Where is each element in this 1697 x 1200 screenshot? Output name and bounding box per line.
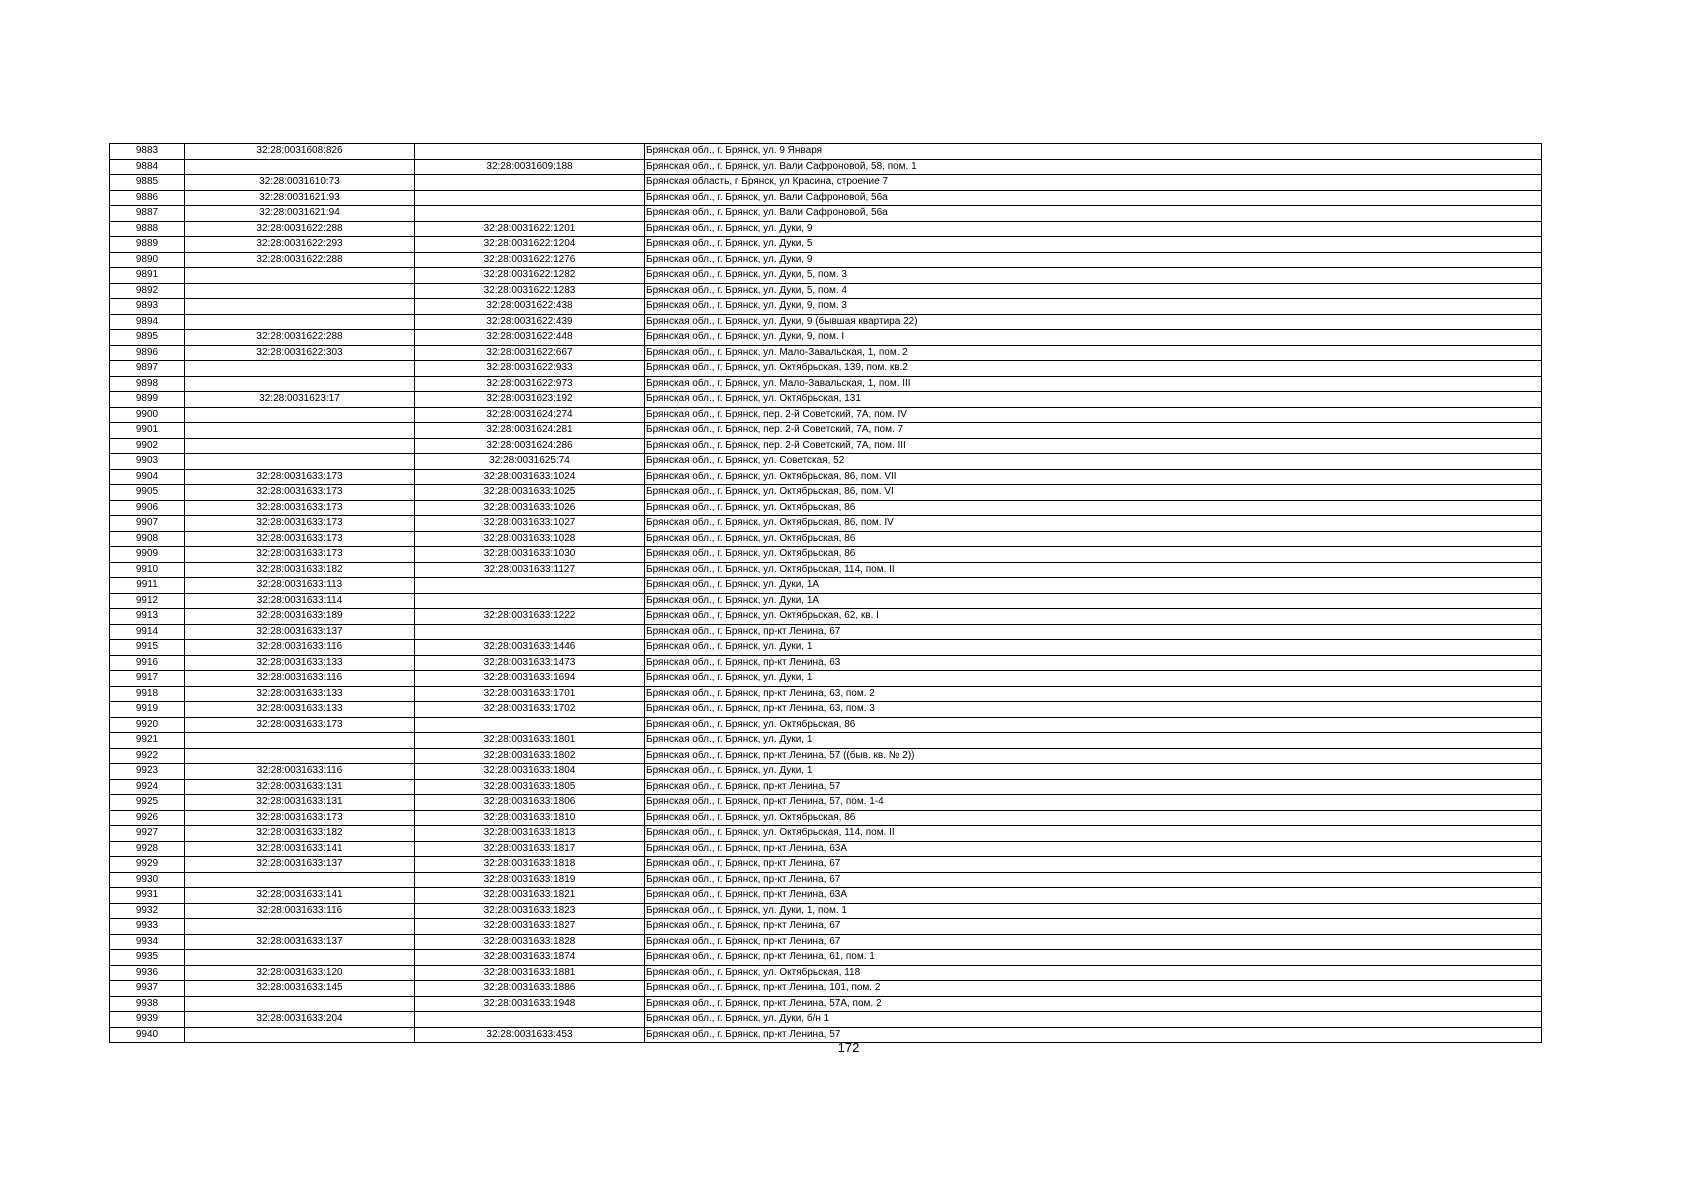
object-cadastral-number-cell: 32:28:0031633:1881 bbox=[415, 965, 645, 981]
table-row bbox=[110, 562, 1542, 578]
table-row bbox=[110, 547, 1542, 563]
row-number-cell: 9925 bbox=[110, 795, 185, 811]
row-number-cell: 9932 bbox=[110, 903, 185, 919]
land-cadastral-number-cell: 32:28:0031633:116 bbox=[185, 671, 415, 687]
address-cell: Брянская обл., г. Брянск, ул. Октябрьская, 86, пом. VI bbox=[645, 485, 1542, 501]
land-cadastral-number-cell bbox=[185, 423, 415, 439]
table-row bbox=[110, 857, 1542, 873]
object-cadastral-number-cell bbox=[415, 144, 645, 160]
object-cadastral-number-cell: 32:28:0031623:192 bbox=[415, 392, 645, 408]
address-cell: Брянская обл., г. Брянск, пер. 2-й Советский, 7А, пом. IV bbox=[645, 407, 1542, 423]
land-cadastral-number-cell: 32:28:0031633:173 bbox=[185, 485, 415, 501]
row-number-cell: 9919 bbox=[110, 702, 185, 718]
address-cell: Брянская обл., г. Брянск, ул. Октябрьская, 86 bbox=[645, 531, 1542, 547]
land-cadastral-number-cell: 32:28:0031633:182 bbox=[185, 826, 415, 842]
address-cell: Брянская обл., г. Брянск, пр-кт Ленина, 67 bbox=[645, 857, 1542, 873]
table-row bbox=[110, 314, 1542, 330]
land-cadastral-number-cell bbox=[185, 268, 415, 284]
row-number-cell: 9909 bbox=[110, 547, 185, 563]
row-number-cell: 9938 bbox=[110, 996, 185, 1012]
table-row bbox=[110, 965, 1542, 981]
table-row bbox=[110, 888, 1542, 904]
object-cadastral-number-cell: 32:28:0031622:448 bbox=[415, 330, 645, 346]
land-cadastral-number-cell: 32:28:0031633:137 bbox=[185, 857, 415, 873]
land-cadastral-number-cell: 32:28:0031621:93 bbox=[185, 190, 415, 206]
address-cell: Брянская обл., г. Брянск, ул. Дуки, 1 bbox=[645, 640, 1542, 656]
row-number-cell: 9912 bbox=[110, 593, 185, 609]
address-cell: Брянская обл., г. Брянск, пр-кт Ленина, 57А, пом. 2 bbox=[645, 996, 1542, 1012]
row-number-cell: 9892 bbox=[110, 283, 185, 299]
land-cadastral-number-cell bbox=[185, 748, 415, 764]
row-number-cell: 9905 bbox=[110, 485, 185, 501]
table-row bbox=[110, 578, 1542, 594]
object-cadastral-number-cell: 32:28:0031633:1886 bbox=[415, 981, 645, 997]
object-cadastral-number-cell: 32:28:0031609:188 bbox=[415, 159, 645, 175]
row-number-cell: 9885 bbox=[110, 175, 185, 191]
row-number-cell: 9902 bbox=[110, 438, 185, 454]
object-cadastral-number-cell: 32:28:0031633:1810 bbox=[415, 810, 645, 826]
table-row bbox=[110, 996, 1542, 1012]
table-row bbox=[110, 702, 1542, 718]
table-row bbox=[110, 175, 1542, 191]
address-cell: Брянская обл., г. Брянск, ул. Октябрьская, 86 bbox=[645, 547, 1542, 563]
object-cadastral-number-cell bbox=[415, 175, 645, 191]
row-number-cell: 9920 bbox=[110, 717, 185, 733]
object-cadastral-number-cell: 32:28:0031622:439 bbox=[415, 314, 645, 330]
address-cell: Брянская обл., г. Брянск, пр-кт Ленина, 63А bbox=[645, 888, 1542, 904]
table-row bbox=[110, 686, 1542, 702]
land-cadastral-number-cell: 32:28:0031633:116 bbox=[185, 903, 415, 919]
table-row bbox=[110, 500, 1542, 516]
row-number-cell: 9936 bbox=[110, 965, 185, 981]
registry-table-body bbox=[110, 144, 1542, 1043]
object-cadastral-number-cell: 32:28:0031633:1805 bbox=[415, 779, 645, 795]
address-cell: Брянская обл., г. Брянск, пр-кт Ленина, 63А bbox=[645, 841, 1542, 857]
address-cell: Брянская обл., г. Брянск, ул. Дуки, 1, пом. 1 bbox=[645, 903, 1542, 919]
row-number-cell: 9939 bbox=[110, 1012, 185, 1028]
row-number-cell: 9883 bbox=[110, 144, 185, 160]
row-number-cell: 9888 bbox=[110, 221, 185, 237]
address-cell: Брянская обл., г. Брянск, ул. Дуки, 5 bbox=[645, 237, 1542, 253]
row-number-cell: 9896 bbox=[110, 345, 185, 361]
row-number-cell: 9903 bbox=[110, 454, 185, 470]
land-cadastral-number-cell: 32:28:0031633:120 bbox=[185, 965, 415, 981]
table-row bbox=[110, 469, 1542, 485]
address-cell: Брянская обл., г. Брянск, ул. Октябрьская, 86, пом. IV bbox=[645, 516, 1542, 532]
object-cadastral-number-cell: 32:28:0031633:1446 bbox=[415, 640, 645, 656]
address-cell: Брянская обл., г. Брянск, ул. Дуки, 1А bbox=[645, 578, 1542, 594]
land-cadastral-number-cell bbox=[185, 361, 415, 377]
table-row bbox=[110, 361, 1542, 377]
object-cadastral-number-cell: 32:28:0031633:1828 bbox=[415, 934, 645, 950]
address-cell: Брянская обл., г. Брянск, пр-кт Ленина, 63, пом. 2 bbox=[645, 686, 1542, 702]
address-cell: Брянская обл., г. Брянск, ул. Мало-Завальская, 1, пом. III bbox=[645, 376, 1542, 392]
table-row bbox=[110, 826, 1542, 842]
row-number-cell: 9937 bbox=[110, 981, 185, 997]
object-cadastral-number-cell: 32:28:0031622:1283 bbox=[415, 283, 645, 299]
land-cadastral-number-cell: 32:28:0031633:173 bbox=[185, 810, 415, 826]
table-row bbox=[110, 454, 1542, 470]
object-cadastral-number-cell: 32:28:0031633:1818 bbox=[415, 857, 645, 873]
object-cadastral-number-cell bbox=[415, 717, 645, 733]
land-cadastral-number-cell: 32:28:0031633:133 bbox=[185, 686, 415, 702]
object-cadastral-number-cell: 32:28:0031633:1817 bbox=[415, 841, 645, 857]
object-cadastral-number-cell: 32:28:0031633:1024 bbox=[415, 469, 645, 485]
object-cadastral-number-cell: 32:28:0031633:1702 bbox=[415, 702, 645, 718]
land-cadastral-number-cell: 32:28:0031622:288 bbox=[185, 221, 415, 237]
land-cadastral-number-cell: 32:28:0031633:173 bbox=[185, 500, 415, 516]
address-cell: Брянская обл., г. Брянск, ул. Дуки, 9, пом. 3 bbox=[645, 299, 1542, 315]
table-row bbox=[110, 345, 1542, 361]
address-cell: Брянская обл., г. Брянск, ул. Октябрьская, 118 bbox=[645, 965, 1542, 981]
row-number-cell: 9906 bbox=[110, 500, 185, 516]
row-number-cell: 9922 bbox=[110, 748, 185, 764]
table-row bbox=[110, 237, 1542, 253]
object-cadastral-number-cell: 32:28:0031633:1806 bbox=[415, 795, 645, 811]
land-cadastral-number-cell: 32:28:0031633:114 bbox=[185, 593, 415, 609]
row-number-cell: 9897 bbox=[110, 361, 185, 377]
table-row bbox=[110, 640, 1542, 656]
land-cadastral-number-cell bbox=[185, 950, 415, 966]
table-row bbox=[110, 748, 1542, 764]
table-row bbox=[110, 810, 1542, 826]
object-cadastral-number-cell: 32:28:0031622:1204 bbox=[415, 237, 645, 253]
table-row bbox=[110, 919, 1542, 935]
land-cadastral-number-cell bbox=[185, 872, 415, 888]
land-cadastral-number-cell: 32:28:0031623:17 bbox=[185, 392, 415, 408]
land-cadastral-number-cell: 32:28:0031633:204 bbox=[185, 1012, 415, 1028]
row-number-cell: 9884 bbox=[110, 159, 185, 175]
land-cadastral-number-cell bbox=[185, 733, 415, 749]
land-cadastral-number-cell: 32:28:0031633:133 bbox=[185, 655, 415, 671]
address-cell: Брянская обл., г. Брянск, пр-кт Ленина, 57 bbox=[645, 779, 1542, 795]
address-cell: Брянская обл., г. Брянск, пр-кт Ленина, 61, пом. 1 bbox=[645, 950, 1542, 966]
land-cadastral-number-cell bbox=[185, 919, 415, 935]
address-cell: Брянская обл., г. Брянск, ул. Октябрьская, 86 bbox=[645, 810, 1542, 826]
address-cell: Брянская обл., г. Брянск, пр-кт Ленина, 57 ((быв. кв. № 2)) bbox=[645, 748, 1542, 764]
row-number-cell: 9931 bbox=[110, 888, 185, 904]
row-number-cell: 9904 bbox=[110, 469, 185, 485]
object-cadastral-number-cell: 32:28:0031633:1813 bbox=[415, 826, 645, 842]
object-cadastral-number-cell: 32:28:0031624:281 bbox=[415, 423, 645, 439]
table-row bbox=[110, 206, 1542, 222]
row-number-cell: 9940 bbox=[110, 1027, 185, 1043]
row-number-cell: 9889 bbox=[110, 237, 185, 253]
table-row bbox=[110, 609, 1542, 625]
table-row bbox=[110, 423, 1542, 439]
object-cadastral-number-cell bbox=[415, 206, 645, 222]
land-cadastral-number-cell: 32:28:0031633:173 bbox=[185, 516, 415, 532]
land-cadastral-number-cell: 32:28:0031633:137 bbox=[185, 624, 415, 640]
object-cadastral-number-cell: 32:28:0031633:1127 bbox=[415, 562, 645, 578]
object-cadastral-number-cell: 32:28:0031633:1025 bbox=[415, 485, 645, 501]
table-row bbox=[110, 531, 1542, 547]
address-cell: Брянская обл., г. Брянск, ул. Дуки, 5, пом. 4 bbox=[645, 283, 1542, 299]
land-cadastral-number-cell: 32:28:0031633:133 bbox=[185, 702, 415, 718]
land-cadastral-number-cell: 32:28:0031633:189 bbox=[185, 609, 415, 625]
object-cadastral-number-cell: 32:28:0031622:438 bbox=[415, 299, 645, 315]
row-number-cell: 9907 bbox=[110, 516, 185, 532]
land-cadastral-number-cell: 32:28:0031633:116 bbox=[185, 764, 415, 780]
table-row bbox=[110, 190, 1542, 206]
table-row bbox=[110, 733, 1542, 749]
object-cadastral-number-cell bbox=[415, 624, 645, 640]
table-row bbox=[110, 903, 1542, 919]
land-cadastral-number-cell bbox=[185, 376, 415, 392]
object-cadastral-number-cell: 32:28:0031622:1201 bbox=[415, 221, 645, 237]
table-row bbox=[110, 299, 1542, 315]
table-row bbox=[110, 438, 1542, 454]
land-cadastral-number-cell: 32:28:0031633:173 bbox=[185, 717, 415, 733]
row-number-cell: 9910 bbox=[110, 562, 185, 578]
land-cadastral-number-cell: 32:28:0031633:131 bbox=[185, 795, 415, 811]
object-cadastral-number-cell bbox=[415, 190, 645, 206]
address-cell: Брянская обл., г. Брянск, ул. Советская, 52 bbox=[645, 454, 1542, 470]
address-cell: Брянская обл., г. Брянск, ул. Октябрьская, 86, пом. VII bbox=[645, 469, 1542, 485]
address-cell: Брянская обл., г. Брянск, ул. Октябрьская, 86 bbox=[645, 500, 1542, 516]
address-cell: Брянская обл., г. Брянск, ул. Мало-Завальская, 1, пом. 2 bbox=[645, 345, 1542, 361]
land-cadastral-number-cell bbox=[185, 438, 415, 454]
object-cadastral-number-cell: 32:28:0031633:1027 bbox=[415, 516, 645, 532]
object-cadastral-number-cell: 32:28:0031633:1473 bbox=[415, 655, 645, 671]
table-row bbox=[110, 392, 1542, 408]
row-number-cell: 9908 bbox=[110, 531, 185, 547]
object-cadastral-number-cell: 32:28:0031633:1028 bbox=[415, 531, 645, 547]
address-cell: Брянская обл., г. Брянск, пр-кт Ленина, 67 bbox=[645, 872, 1542, 888]
row-number-cell: 9916 bbox=[110, 655, 185, 671]
address-cell: Брянская обл., г. Брянск, ул. Дуки, 9, пом. I bbox=[645, 330, 1542, 346]
object-cadastral-number-cell: 32:28:0031633:1030 bbox=[415, 547, 645, 563]
address-cell: Брянская обл., г. Брянск, ул. Дуки, 5, пом. 3 bbox=[645, 268, 1542, 284]
table-row bbox=[110, 376, 1542, 392]
object-cadastral-number-cell: 32:28:0031625:74 bbox=[415, 454, 645, 470]
object-cadastral-number-cell: 32:28:0031624:286 bbox=[415, 438, 645, 454]
object-cadastral-number-cell: 32:28:0031633:1701 bbox=[415, 686, 645, 702]
object-cadastral-number-cell: 32:28:0031633:1804 bbox=[415, 764, 645, 780]
row-number-cell: 9930 bbox=[110, 872, 185, 888]
object-cadastral-number-cell: 32:28:0031622:1276 bbox=[415, 252, 645, 268]
object-cadastral-number-cell bbox=[415, 1012, 645, 1028]
table-row bbox=[110, 872, 1542, 888]
address-cell: Брянская обл., г. Брянск, пер. 2-й Советский, 7А, пом. 7 bbox=[645, 423, 1542, 439]
address-cell: Брянская обл., г. Брянск, ул. Дуки, б/н 1 bbox=[645, 1012, 1542, 1028]
land-cadastral-number-cell: 32:28:0031633:116 bbox=[185, 640, 415, 656]
object-cadastral-number-cell: 32:28:0031633:1819 bbox=[415, 872, 645, 888]
land-cadastral-number-cell bbox=[185, 996, 415, 1012]
table-row bbox=[110, 330, 1542, 346]
land-cadastral-number-cell: 32:28:0031633:137 bbox=[185, 934, 415, 950]
table-row bbox=[110, 671, 1542, 687]
row-number-cell: 9901 bbox=[110, 423, 185, 439]
address-cell: Брянская обл., г. Брянск, пр-кт Ленина, 63, пом. 3 bbox=[645, 702, 1542, 718]
object-cadastral-number-cell: 32:28:0031622:973 bbox=[415, 376, 645, 392]
table-row bbox=[110, 283, 1542, 299]
object-cadastral-number-cell: 32:28:0031633:453 bbox=[415, 1027, 645, 1043]
row-number-cell: 9899 bbox=[110, 392, 185, 408]
land-cadastral-number-cell: 32:28:0031633:173 bbox=[185, 469, 415, 485]
row-number-cell: 9911 bbox=[110, 578, 185, 594]
land-cadastral-number-cell: 32:28:0031622:303 bbox=[185, 345, 415, 361]
row-number-cell: 9886 bbox=[110, 190, 185, 206]
row-number-cell: 9917 bbox=[110, 671, 185, 687]
row-number-cell: 9895 bbox=[110, 330, 185, 346]
row-number-cell: 9890 bbox=[110, 252, 185, 268]
object-cadastral-number-cell: 32:28:0031622:1282 bbox=[415, 268, 645, 284]
land-cadastral-number-cell bbox=[185, 454, 415, 470]
land-cadastral-number-cell: 32:28:0031633:145 bbox=[185, 981, 415, 997]
land-cadastral-number-cell bbox=[185, 299, 415, 315]
address-cell: Брянская обл., г. Брянск, ул. Дуки, 9 bbox=[645, 221, 1542, 237]
object-cadastral-number-cell: 32:28:0031633:1802 bbox=[415, 748, 645, 764]
table-row bbox=[110, 1012, 1542, 1028]
table-row bbox=[110, 981, 1542, 997]
address-cell: Брянская обл., г. Брянск, пр-кт Ленина, 57 bbox=[645, 1027, 1542, 1043]
address-cell: Брянская обл., г. Брянск, ул. Октябрьская, 62, кв. I bbox=[645, 609, 1542, 625]
land-cadastral-number-cell: 32:28:0031622:293 bbox=[185, 237, 415, 253]
row-number-cell: 9928 bbox=[110, 841, 185, 857]
address-cell: Брянская обл., г. Брянск, ул. Дуки, 1 bbox=[645, 764, 1542, 780]
row-number-cell: 9935 bbox=[110, 950, 185, 966]
row-number-cell: 9913 bbox=[110, 609, 185, 625]
land-cadastral-number-cell bbox=[185, 314, 415, 330]
land-cadastral-number-cell: 32:28:0031621:94 bbox=[185, 206, 415, 222]
object-cadastral-number-cell bbox=[415, 578, 645, 594]
address-cell: Брянская обл., г. Брянск, ул. Дуки, 1А bbox=[645, 593, 1542, 609]
address-cell: Брянская область, г Брянск, ул Красина, строение 7 bbox=[645, 175, 1542, 191]
page-number: 172 bbox=[837, 1040, 860, 1055]
row-number-cell: 9915 bbox=[110, 640, 185, 656]
address-cell: Брянская обл., г. Брянск, ул. Дуки, 9 (бывшая квартира 22) bbox=[645, 314, 1542, 330]
address-cell: Брянская обл., г. Брянск, ул. Октябрьская, 139, пом. кв.2 bbox=[645, 361, 1542, 377]
table-row bbox=[110, 485, 1542, 501]
address-cell: Брянская обл., г. Брянск, ул. Вали Сафроновой, 56а bbox=[645, 206, 1542, 222]
land-cadastral-number-cell: 32:28:0031633:131 bbox=[185, 779, 415, 795]
land-cadastral-number-cell: 32:28:0031633:182 bbox=[185, 562, 415, 578]
row-number-cell: 9887 bbox=[110, 206, 185, 222]
address-cell: Брянская обл., г. Брянск, ул. 9 Января bbox=[645, 144, 1542, 160]
row-number-cell: 9893 bbox=[110, 299, 185, 315]
address-cell: Брянская обл., г. Брянск, пер. 2-й Советский, 7А, пом. III bbox=[645, 438, 1542, 454]
object-cadastral-number-cell: 32:28:0031633:1801 bbox=[415, 733, 645, 749]
land-cadastral-number-cell: 32:28:0031633:141 bbox=[185, 888, 415, 904]
address-cell: Брянская обл., г. Брянск, ул. Дуки, 1 bbox=[645, 671, 1542, 687]
land-cadastral-number-cell: 32:28:0031633:113 bbox=[185, 578, 415, 594]
row-number-cell: 9934 bbox=[110, 934, 185, 950]
address-cell: Брянская обл., г. Брянск, пр-кт Ленина, 67 bbox=[645, 934, 1542, 950]
land-cadastral-number-cell bbox=[185, 159, 415, 175]
object-cadastral-number-cell: 32:28:0031633:1694 bbox=[415, 671, 645, 687]
address-cell: Брянская обл., г. Брянск, ул. Дуки, 1 bbox=[645, 733, 1542, 749]
table-row bbox=[110, 268, 1542, 284]
object-cadastral-number-cell: 32:28:0031633:1222 bbox=[415, 609, 645, 625]
table-row bbox=[110, 593, 1542, 609]
address-cell: Брянская обл., г. Брянск, пр-кт Ленина, 67 bbox=[645, 624, 1542, 640]
address-cell: Брянская обл., г. Брянск, ул. Октябрьская, 114, пом. II bbox=[645, 562, 1542, 578]
table-row bbox=[110, 934, 1542, 950]
table-row bbox=[110, 841, 1542, 857]
address-cell: Брянская обл., г. Брянск, пр-кт Ленина, 67 bbox=[645, 919, 1542, 935]
land-cadastral-number-cell: 32:28:0031633:141 bbox=[185, 841, 415, 857]
table-row bbox=[110, 624, 1542, 640]
address-cell: Брянская обл., г. Брянск, ул. Октябрьская, 114, пом. II bbox=[645, 826, 1542, 842]
object-cadastral-number-cell: 32:28:0031624:274 bbox=[415, 407, 645, 423]
table-row bbox=[110, 764, 1542, 780]
table-row bbox=[110, 252, 1542, 268]
table-row bbox=[110, 407, 1542, 423]
row-number-cell: 9891 bbox=[110, 268, 185, 284]
table-row bbox=[110, 779, 1542, 795]
object-cadastral-number-cell: 32:28:0031622:933 bbox=[415, 361, 645, 377]
object-cadastral-number-cell: 32:28:0031633:1821 bbox=[415, 888, 645, 904]
object-cadastral-number-cell: 32:28:0031633:1874 bbox=[415, 950, 645, 966]
table-row bbox=[110, 717, 1542, 733]
address-cell: Брянская обл., г. Брянск, пр-кт Ленина, 101, пом. 2 bbox=[645, 981, 1542, 997]
object-cadastral-number-cell: 32:28:0031633:1827 bbox=[415, 919, 645, 935]
object-cadastral-number-cell: 32:28:0031633:1948 bbox=[415, 996, 645, 1012]
land-cadastral-number-cell: 32:28:0031610:73 bbox=[185, 175, 415, 191]
cadastral-registry-table bbox=[109, 143, 1542, 1043]
address-cell: Брянская обл., г. Брянск, ул. Октябрьская, 131 bbox=[645, 392, 1542, 408]
land-cadastral-number-cell: 32:28:0031622:288 bbox=[185, 330, 415, 346]
table-row bbox=[110, 516, 1542, 532]
row-number-cell: 9929 bbox=[110, 857, 185, 873]
object-cadastral-number-cell: 32:28:0031633:1026 bbox=[415, 500, 645, 516]
row-number-cell: 9900 bbox=[110, 407, 185, 423]
row-number-cell: 9898 bbox=[110, 376, 185, 392]
address-cell: Брянская обл., г. Брянск, ул. Вали Сафроновой, 56а bbox=[645, 190, 1542, 206]
address-cell: Брянская обл., г. Брянск, пр-кт Ленина, 57, пом. 1-4 bbox=[645, 795, 1542, 811]
table-row bbox=[110, 655, 1542, 671]
address-cell: Брянская обл., г. Брянск, ул. Дуки, 9 bbox=[645, 252, 1542, 268]
table-row bbox=[110, 795, 1542, 811]
object-cadastral-number-cell: 32:28:0031633:1823 bbox=[415, 903, 645, 919]
row-number-cell: 9924 bbox=[110, 779, 185, 795]
land-cadastral-number-cell: 32:28:0031633:173 bbox=[185, 531, 415, 547]
row-number-cell: 9918 bbox=[110, 686, 185, 702]
row-number-cell: 9921 bbox=[110, 733, 185, 749]
address-cell: Брянская обл., г. Брянск, ул. Октябрьская, 86 bbox=[645, 717, 1542, 733]
row-number-cell: 9926 bbox=[110, 810, 185, 826]
address-cell: Брянская обл., г. Брянск, ул. Вали Сафроновой, 58, пом. 1 bbox=[645, 159, 1542, 175]
land-cadastral-number-cell bbox=[185, 283, 415, 299]
land-cadastral-number-cell: 32:28:0031633:173 bbox=[185, 547, 415, 563]
row-number-cell: 9927 bbox=[110, 826, 185, 842]
object-cadastral-number-cell bbox=[415, 593, 645, 609]
row-number-cell: 9894 bbox=[110, 314, 185, 330]
land-cadastral-number-cell: 32:28:0031622:288 bbox=[185, 252, 415, 268]
table-row bbox=[110, 144, 1542, 160]
row-number-cell: 9923 bbox=[110, 764, 185, 780]
address-cell: Брянская обл., г. Брянск, пр-кт Ленина, 63 bbox=[645, 655, 1542, 671]
land-cadastral-number-cell bbox=[185, 407, 415, 423]
land-cadastral-number-cell: 32:28:0031608:826 bbox=[185, 144, 415, 160]
object-cadastral-number-cell: 32:28:0031622:667 bbox=[415, 345, 645, 361]
table-row bbox=[110, 159, 1542, 175]
table-row bbox=[110, 221, 1542, 237]
row-number-cell: 9933 bbox=[110, 919, 185, 935]
row-number-cell: 9914 bbox=[110, 624, 185, 640]
table-row bbox=[110, 950, 1542, 966]
